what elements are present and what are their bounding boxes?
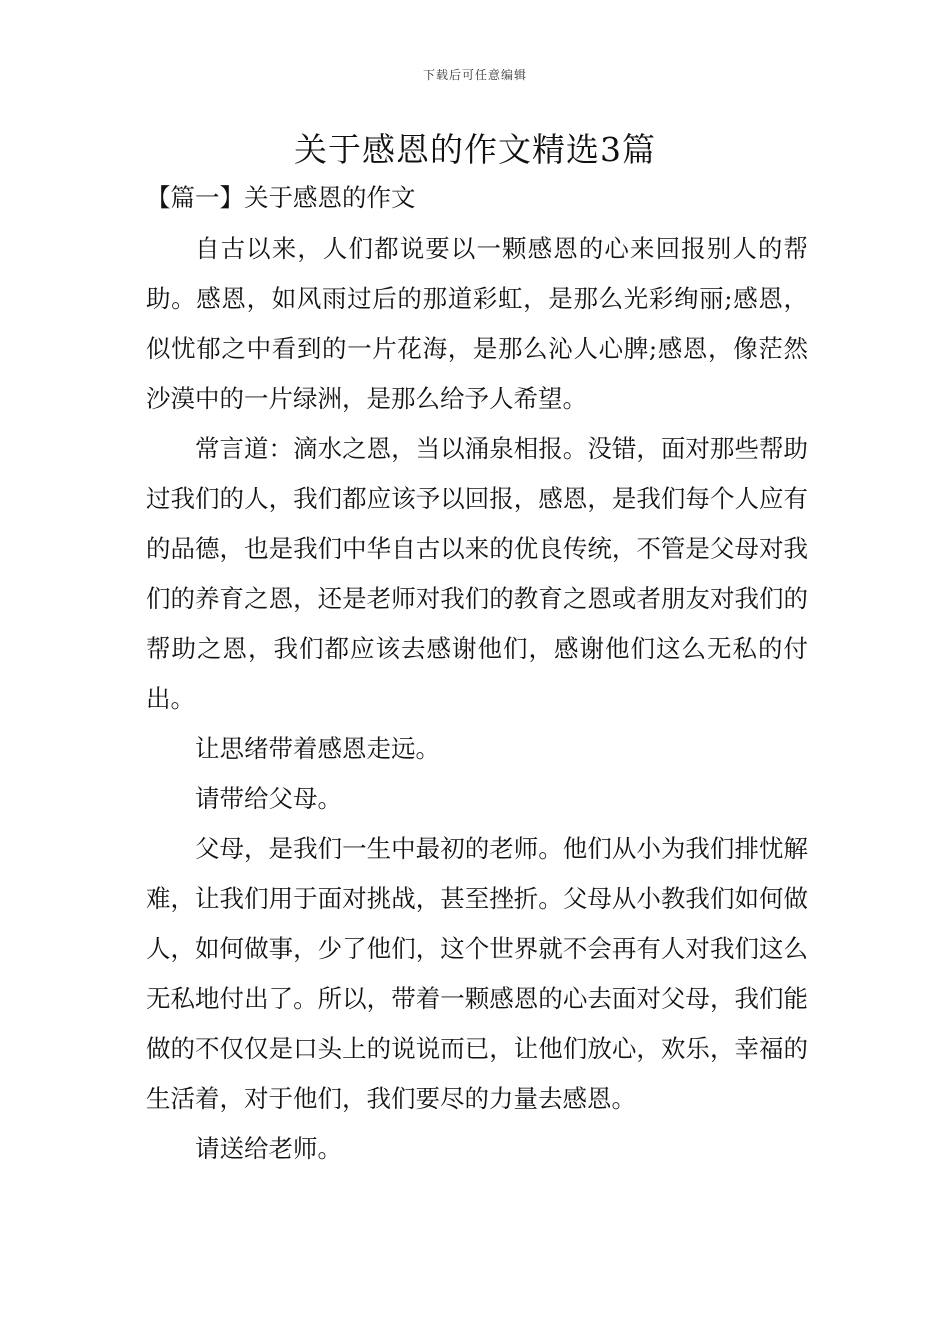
paragraph-5: 父母，是我们一生中最初的老师。他们从小为我们排忧解难，让我们用于面对挑战，甚至挫折。父母从小教我们如何做人，如何做事，少了他们，这个世界就不会再有人对我们这么无私地付出了。所以，带着一颗感恩的心去面对父母，我们能做的不仅仅是口头上的说说而已，让他们放心，欢乐，幸福的生活着，对于他们，我们要尽的力量去感恩。 bbox=[146, 834, 808, 1113]
header-note: 下载后可任意编辑 bbox=[422, 68, 527, 82]
paragraph-3: 让思绪带着感恩走远。 bbox=[195, 734, 440, 763]
paragraph-4: 请带给父母。 bbox=[195, 784, 342, 813]
body-text bbox=[146, 224, 808, 1174]
section-heading: 【篇一】关于感恩的作文 bbox=[146, 183, 416, 212]
paragraph-6: 请送给老师。 bbox=[195, 1134, 342, 1163]
paragraph-2: 常言道：滴水之恩，当以涌泉相报。没错，面对那些帮助过我们的人，我们都应该予以回报，感恩，是我们每个人应有的品德，也是我们中华自古以来的优良传统，不管是父母对我们的养育之恩，还是老师对我们的教育之恩或者朋友对我们的帮助之恩，我们都应该去感谢他们，感谢他们这么无私的付出。 bbox=[146, 434, 808, 713]
paragraph-1: 自古以来，人们都说要以一颗感恩的心来回报别人的帮助。感恩，如风雨过后的那道彩虹，是那么光彩绚丽;感恩，似忧郁之中看到的一片花海，是那么沁人心脾;感恩，像茫然沙漠中的一片绿洲，是那么给予人希望。 bbox=[146, 234, 808, 413]
document-title: 关于感恩的作文精选3篇 bbox=[294, 130, 656, 169]
